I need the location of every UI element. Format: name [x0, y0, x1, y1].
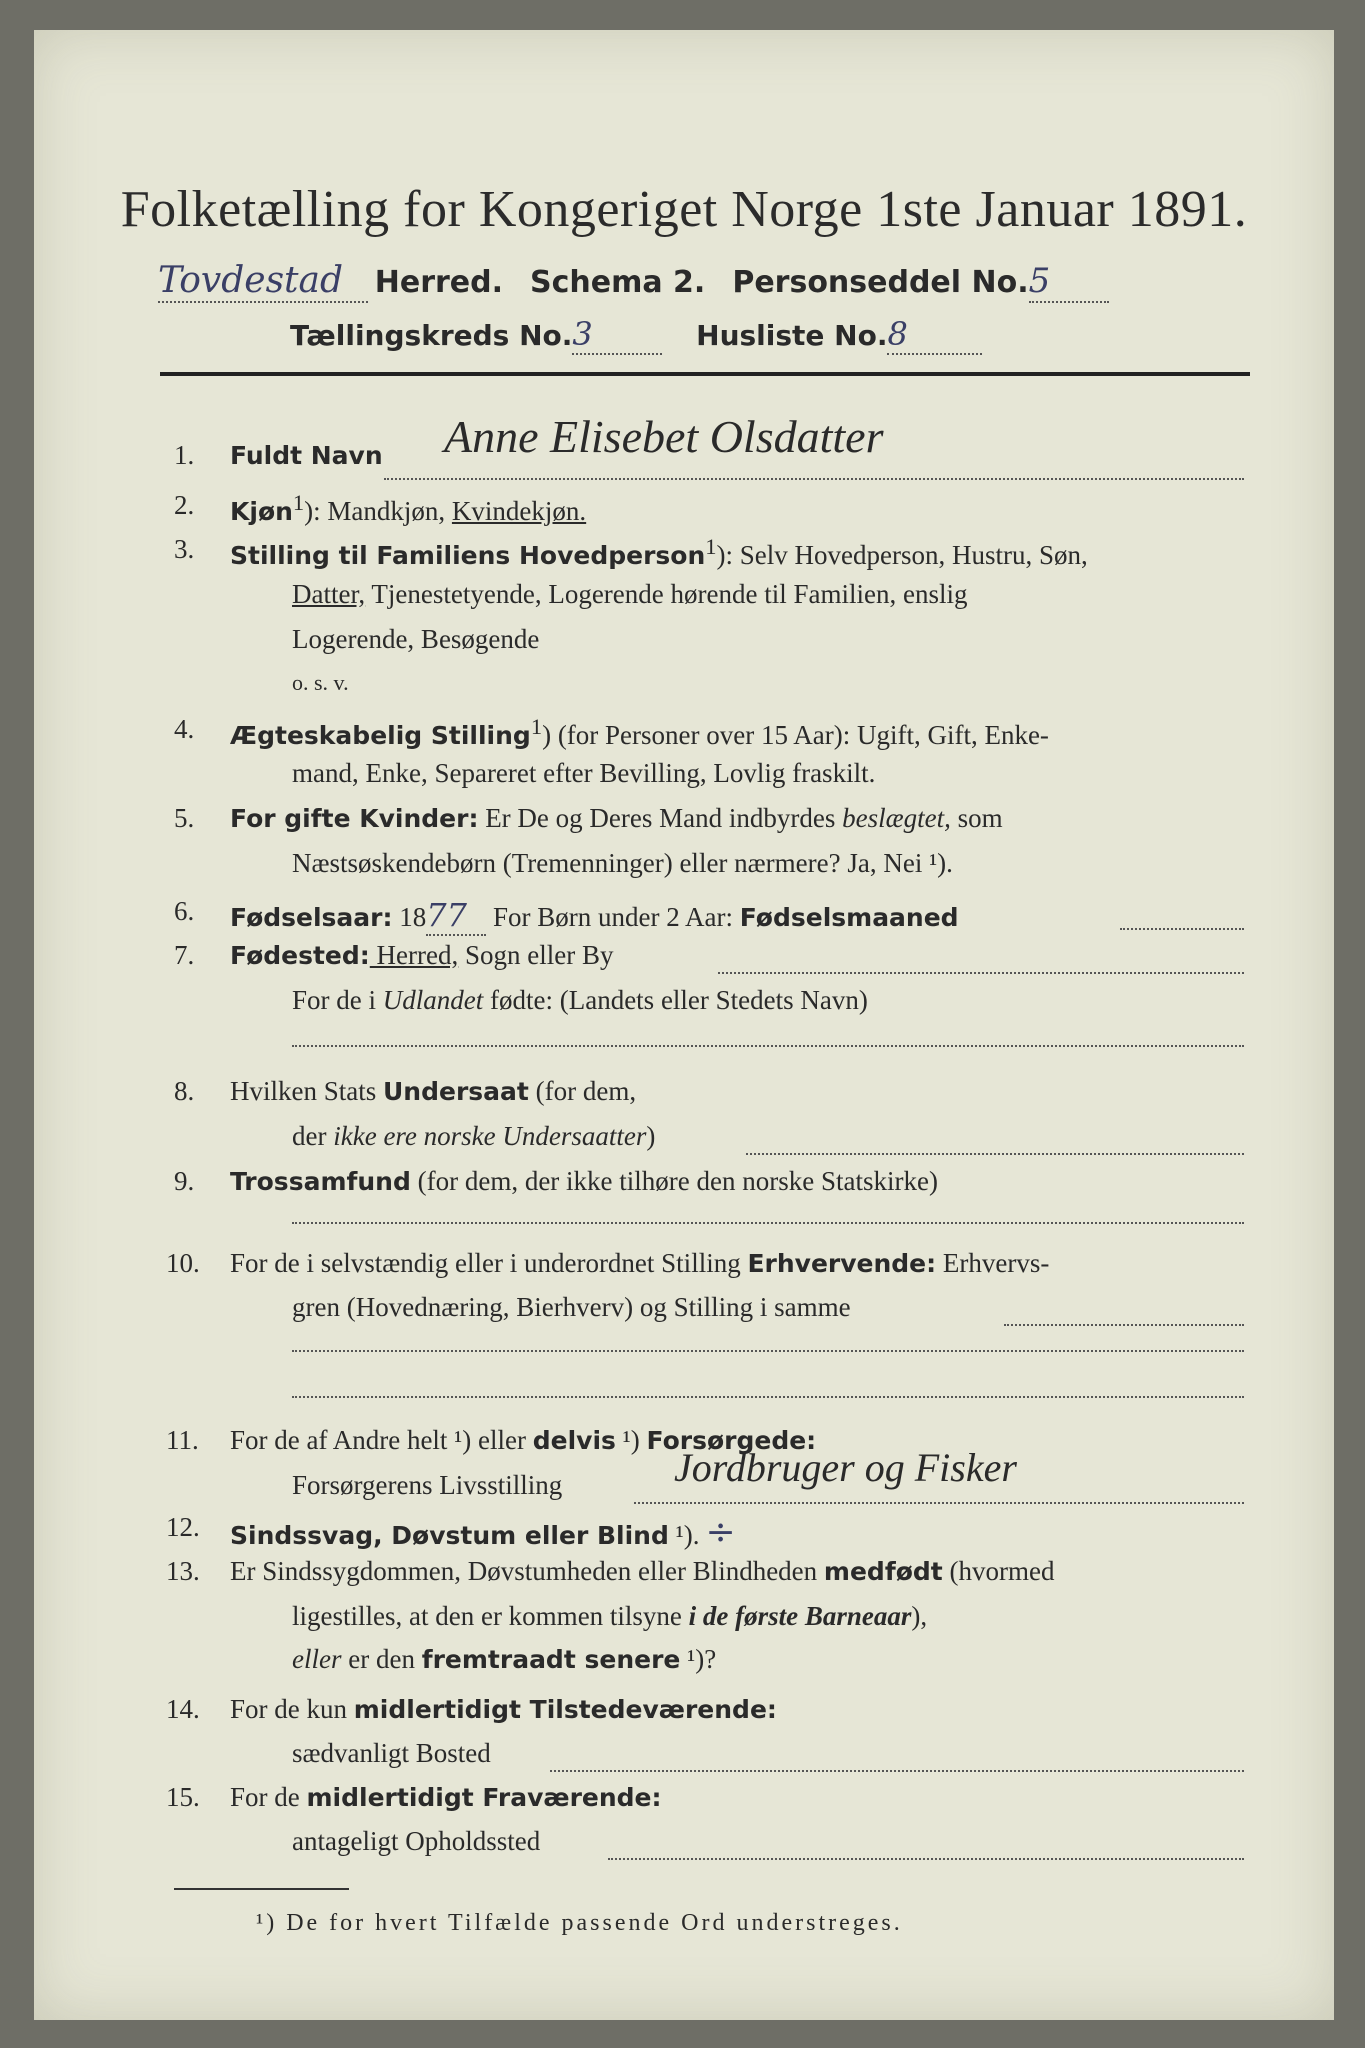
- q8-line2-a: der: [292, 1121, 334, 1151]
- q8-dotted-line: [746, 1153, 1244, 1155]
- q14-a: For de kun: [230, 1694, 354, 1724]
- q9-dotted-line: [292, 1222, 1244, 1224]
- q8-a: Hvilken Stats: [230, 1076, 383, 1106]
- q11-label-a: delvis: [532, 1426, 616, 1455]
- q13-row-3: [292, 1644, 716, 1675]
- q3-line2-a: Datter,: [292, 579, 366, 609]
- q13-line2-a: ligestilles, at den er kommen tilsyne: [292, 1601, 689, 1631]
- q12-label: Sindssvag, Døvstum eller Blind: [230, 1521, 669, 1550]
- q4-sup: 1: [530, 714, 543, 739]
- q8-row-2: [292, 1121, 655, 1152]
- q15-dotted-line: [608, 1858, 1244, 1860]
- q2-sup: 1: [292, 490, 305, 515]
- q2-row: [230, 490, 586, 527]
- husliste-label: Husliste No.: [696, 319, 888, 352]
- personseddel-label: Personseddel No.: [732, 265, 1029, 300]
- q5-label: For gifte Kvinder:: [230, 804, 479, 833]
- q3-label: Stilling til Familiens Hovedperson: [230, 541, 706, 570]
- q7-a: Herred,: [369, 940, 459, 970]
- husliste-value: 8: [887, 315, 982, 355]
- q4-line1: ) (for Personer over 15 Aar): Ugift, Gift, Enke-: [542, 720, 1049, 750]
- q13-row-2: [292, 1601, 927, 1632]
- q2-label: Kjøn: [230, 497, 293, 526]
- q15-row-2: antageligt Opholdssted: [292, 1826, 541, 1856]
- q13-line3-a: eller: [292, 1644, 342, 1674]
- q14-dotted-line: [550, 1770, 1244, 1772]
- q10-dotted-line-1: [1004, 1324, 1244, 1326]
- q8-line2-c: ): [646, 1121, 656, 1151]
- q9-label: Trossamfund: [230, 1167, 411, 1196]
- q5-row-2: Næstsøskendebørn (Tremenninger) eller nærmere? Ja, Nei ¹).: [292, 848, 953, 878]
- q11-answer: Jordbruger og Fisker: [674, 1445, 1017, 1490]
- q9-row: [230, 1166, 938, 1197]
- q7-dotted-line-2: [292, 1045, 1244, 1047]
- q10-row-1: [230, 1248, 1049, 1279]
- q13-b: (hvormed: [942, 1556, 1055, 1586]
- header-line-2: [290, 315, 982, 355]
- q6-dotted-line: [1120, 928, 1244, 930]
- q1-answer: Anne Elisebet Olsdatter: [444, 411, 884, 462]
- q2-number: 2.: [174, 490, 195, 520]
- q7-number: 7.: [174, 940, 195, 970]
- q8-b: (for dem,: [528, 1076, 637, 1106]
- q10-number: 10.: [166, 1248, 200, 1278]
- q11-a: For de af Andre helt ¹) eller: [230, 1425, 533, 1455]
- q6-label2: Fødselsmaaned: [739, 903, 959, 932]
- q11-row-2: Forsørgerens Livsstilling: [292, 1470, 563, 1500]
- q11-dotted-line: [634, 1502, 1244, 1504]
- schema-label: Schema 2.: [530, 265, 706, 300]
- herred-label: Herred.: [374, 265, 504, 300]
- q8-number: 8.: [174, 1076, 195, 1106]
- q8-row-1: [230, 1076, 636, 1107]
- q14-number: 14.: [166, 1694, 200, 1724]
- q9-text: (for dem, der ikke tilhøre den norske Statskirke): [410, 1166, 938, 1196]
- q1-dotted-line: [384, 478, 1244, 480]
- q4-label: Ægteskabelig Stilling: [230, 721, 531, 750]
- q6-text: For Børn under 2 Aar:: [486, 902, 740, 932]
- q10-label: Erhvervende:: [747, 1249, 937, 1278]
- q7-b: Sogn eller By: [458, 940, 614, 970]
- q6-answer: 77: [426, 896, 486, 936]
- taellingskreds-label: Tællingskreds No.: [290, 319, 573, 352]
- footnote-rule: [174, 1888, 349, 1890]
- q10-dotted-line-2: [292, 1350, 1244, 1352]
- q10-a: For de i selvstændig eller i underordnet Stilling: [230, 1248, 748, 1278]
- q11-b: ¹): [615, 1425, 647, 1455]
- q3-row-1: [230, 534, 1088, 571]
- q3-row-3: Logerende, Besøgende: [292, 624, 540, 654]
- q5-line1-c: som: [950, 803, 1003, 833]
- q3-number: 3.: [174, 534, 195, 564]
- q6-label: Fødselsaar:: [230, 903, 393, 932]
- q2-text-a: ): Mandkjøn,: [304, 496, 452, 526]
- q13-line2-b: i de første Barneaar: [688, 1601, 912, 1631]
- q11-label-b: Forsørgede:: [646, 1426, 817, 1455]
- q8-line2-b: ikke ere norske Undersaatter: [333, 1121, 647, 1151]
- q5-number: 5.: [174, 803, 195, 833]
- q3-sup: 1: [705, 534, 717, 559]
- q15-label: midlertidigt Fraværende:: [306, 1783, 662, 1812]
- q1-row: [230, 440, 383, 471]
- q3-line1: ): Selv Hovedperson, Hustru, Søn,: [716, 540, 1088, 570]
- q4-row-1: [230, 714, 1049, 751]
- q7-dotted-line-1: [718, 972, 1244, 974]
- q12-b: ¹).: [668, 1520, 700, 1550]
- q15-number: 15.: [166, 1782, 200, 1812]
- q13-a: Er Sindssygdommen, Døvstumheden eller Blindheden: [230, 1556, 824, 1586]
- q13-line3-c: fremtraadt senere: [421, 1645, 681, 1674]
- q3-row-4: o. s. v.: [292, 670, 349, 695]
- q13-line2-c: ),: [911, 1601, 928, 1631]
- q13-number: 13.: [166, 1556, 200, 1586]
- form-title: Folketælling for Kongeriget Norge 1ste Januar 1891.: [120, 181, 1248, 238]
- q5-line1-b: beslægtet,: [842, 803, 951, 833]
- q7-line2-c: fødte: (Landets eller Stedets Navn): [483, 985, 868, 1015]
- q15-row-1: [230, 1782, 662, 1813]
- census-form-page: [34, 30, 1334, 2020]
- q13-line3-b: er den: [341, 1644, 422, 1674]
- personseddel-value: 5: [1029, 261, 1109, 303]
- q12-row: [230, 1512, 736, 1553]
- q9-number: 9.: [174, 1166, 195, 1196]
- q14-label: midlertidigt Tilstedeværende:: [353, 1695, 777, 1724]
- q12-answer: ÷: [705, 1512, 736, 1553]
- q5-row-1: [230, 803, 1003, 834]
- q13-line3-d: ¹)?: [680, 1644, 717, 1674]
- header-line-1: [158, 260, 1109, 303]
- q8-label: Undersaat: [383, 1077, 529, 1106]
- q7-line2-b: Udlandet: [382, 985, 484, 1015]
- q10-dotted-line-3: [292, 1396, 1244, 1398]
- q11-number: 11.: [166, 1425, 199, 1455]
- q7-line2-a: For de i: [292, 985, 383, 1015]
- q2-text-b: Kvindekjøn.: [451, 496, 587, 526]
- q4-number: 4.: [174, 714, 195, 744]
- header-rule: [160, 372, 1250, 376]
- herred-value: Tovdestad: [158, 260, 368, 303]
- q6-prefix: 18: [392, 902, 427, 932]
- q15-a: For de: [230, 1782, 307, 1812]
- q7-row-1: [230, 940, 613, 971]
- q7-label: Fødested:: [230, 941, 370, 970]
- q6-number: 6.: [174, 896, 195, 926]
- q12-number: 12.: [166, 1512, 200, 1542]
- q10-row-2: gren (Hovednæring, Bierhverv) og Stilling i samme: [292, 1292, 851, 1322]
- q4-row-2: mand, Enke, Separeret efter Bevilling, Lovlig fraskilt.: [292, 758, 876, 788]
- q3-row-2: [292, 579, 967, 610]
- q7-row-2: [292, 985, 868, 1016]
- taellingskreds-value: 3: [572, 315, 662, 355]
- q13-label: medfødt: [823, 1557, 943, 1586]
- footnote: ¹) De for hvert Tilfælde passende Ord understreges.: [256, 1910, 903, 1936]
- q13-row-1: [230, 1556, 1054, 1587]
- q5-line1-a: Er De og Deres Mand indbyrdes: [478, 803, 843, 833]
- q1-number: 1.: [174, 440, 195, 470]
- q1-label: Fuldt Navn: [230, 441, 383, 470]
- q14-row-2: sædvanligt Bosted: [292, 1738, 491, 1768]
- q10-b: Erhvervs-: [936, 1248, 1050, 1278]
- q6-row: [230, 896, 959, 936]
- q3-line2-b: Tjenestetyende, Logerende hørende til Familien, enslig: [365, 579, 968, 609]
- q14-row-1: [230, 1694, 777, 1725]
